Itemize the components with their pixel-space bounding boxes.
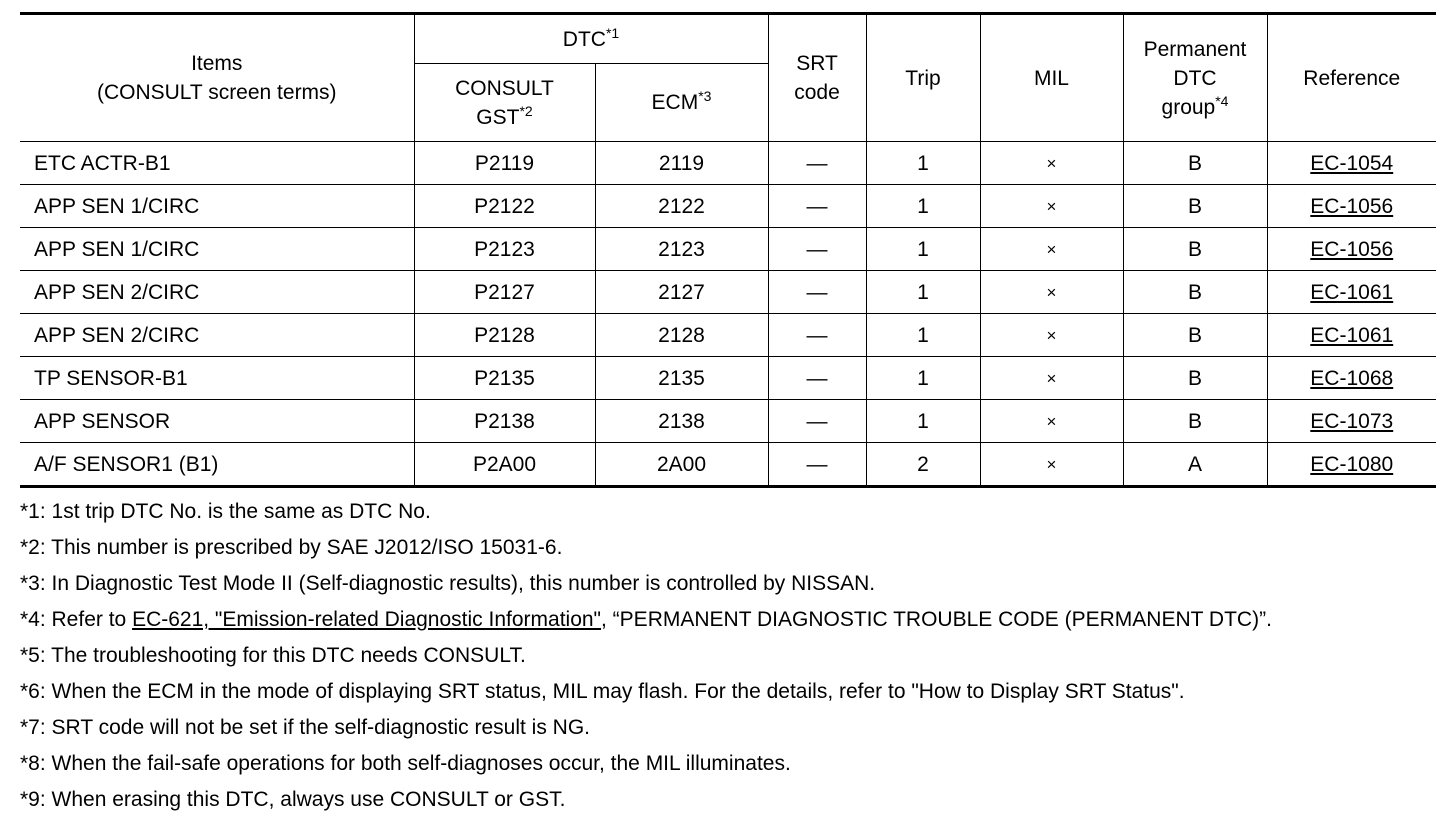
mil-cell: × [980, 142, 1123, 185]
trip-cell: 1 [866, 400, 980, 443]
gst-code-cell: P2119 [414, 142, 595, 185]
permanent-group-cell: B [1123, 142, 1267, 185]
mil-cell: × [980, 271, 1123, 314]
header-gst-label: GST [476, 105, 520, 129]
trip-cell: 2 [866, 443, 980, 487]
table-row [20, 185, 1436, 228]
srt-code-cell: — [768, 185, 866, 228]
ecm-code-cell: 2127 [595, 271, 768, 314]
mil-cell: × [980, 443, 1123, 487]
trip-cell: 1 [866, 185, 980, 228]
header-ecm-footnote: *3 [698, 88, 712, 104]
header-perm-line3: group [1161, 95, 1216, 119]
header-ecm-label: ECM [651, 91, 699, 114]
permanent-group-cell: B [1123, 357, 1267, 400]
srt-code-cell: — [768, 314, 866, 357]
ecm-code-cell: 2119 [595, 142, 768, 185]
mil-cell: × [980, 185, 1123, 228]
srt-code-cell: — [768, 400, 866, 443]
item-cell: APP SEN 2/CIRC [20, 314, 414, 357]
header-gst-footnote: *2 [519, 102, 533, 119]
footnote-1: *1: 1st trip DTC No. is the same as DTC No. [20, 500, 431, 523]
trip-cell: 1 [866, 271, 980, 314]
permanent-group-cell: B [1123, 228, 1267, 271]
reference-link[interactable]: EC-1068 [1267, 357, 1436, 400]
item-cell: ETC ACTR-B1 [20, 142, 414, 185]
document [20, 12, 1436, 818]
ecm-code-cell: 2138 [595, 400, 768, 443]
footnote-4 [20, 602, 1436, 638]
srt-code-cell: — [768, 228, 866, 271]
header-dtc-label: DTC [562, 27, 606, 51]
header-perm-line2: DTC [1173, 66, 1217, 90]
ecm-code-cell: 2122 [595, 185, 768, 228]
permanent-group-cell: B [1123, 185, 1267, 228]
reference-link[interactable]: EC-1080 [1267, 443, 1436, 487]
trip-cell: 1 [866, 314, 980, 357]
gst-code-cell: P2138 [414, 400, 595, 443]
item-cell: APP SEN 2/CIRC [20, 271, 414, 314]
header-ecm [595, 64, 768, 142]
footnote-4-suffix: , “PERMANENT DIAGNOSTIC TROUBLE CODE (PERMANENT DTC)”. [601, 608, 1272, 631]
permanent-group-cell: A [1123, 443, 1267, 487]
reference-link[interactable]: EC-1061 [1267, 271, 1436, 314]
table-row [20, 271, 1436, 314]
reference-link[interactable]: EC-1056 [1267, 185, 1436, 228]
ecm-code-cell: 2123 [595, 228, 768, 271]
header-perm-footnote: *4 [1215, 92, 1229, 109]
permanent-group-cell: B [1123, 271, 1267, 314]
footnote-6: *6: When the ECM in the mode of displaying SRT status, MIL may flash. For the details, refer to "How to Display SRT Status". [20, 680, 1185, 703]
header-srt [768, 14, 866, 142]
permanent-group-cell: B [1123, 314, 1267, 357]
header-row-1 [20, 14, 1436, 64]
srt-code-cell: — [768, 142, 866, 185]
header-trip: Trip [866, 14, 980, 142]
item-cell: APP SEN 1/CIRC [20, 228, 414, 271]
table-row [20, 228, 1436, 271]
footnote-2: *2: This number is prescribed by SAE J2012/ISO 15031-6. [20, 536, 563, 559]
trip-cell: 1 [866, 228, 980, 271]
footnote-5: *5: The troubleshooting for this DTC needs CONSULT. [20, 644, 526, 667]
gst-code-cell: P2128 [414, 314, 595, 357]
gst-code-cell: P2123 [414, 228, 595, 271]
table-row [20, 314, 1436, 357]
header-consult-gst [414, 64, 595, 142]
header-srt-line1: SRT [796, 52, 838, 75]
header-perm-line1: Permanent [1143, 37, 1247, 61]
reference-link[interactable]: EC-1061 [1267, 314, 1436, 357]
header-items [20, 14, 414, 142]
ecm-code-cell: 2A00 [595, 443, 768, 487]
footnote-4-prefix: *4: Refer to [20, 608, 133, 631]
footnote-3: *3: In Diagnostic Test Mode II (Self-diagnostic results), this number is controlled by NISSAN. [20, 572, 876, 595]
header-permanent-group [1123, 14, 1267, 142]
permanent-group-cell: B [1123, 400, 1267, 443]
mil-cell: × [980, 314, 1123, 357]
gst-code-cell: P2135 [414, 357, 595, 400]
header-consult-label: CONSULT [455, 76, 554, 100]
item-cell: TP SENSOR-B1 [20, 357, 414, 400]
header-srt-line2: code [794, 81, 840, 104]
header-items-label: Items [191, 52, 243, 75]
header-dtc-footnote: *1 [605, 24, 620, 41]
table-row [20, 142, 1436, 185]
reference-link[interactable]: EC-1054 [1267, 142, 1436, 185]
ecm-code-cell: 2135 [595, 357, 768, 400]
trip-cell: 1 [866, 142, 980, 185]
header-mil: MIL [980, 14, 1123, 142]
header-reference: Reference [1267, 14, 1436, 142]
gst-code-cell: P2122 [414, 185, 595, 228]
trip-cell: 1 [866, 357, 980, 400]
reference-link[interactable]: EC-1073 [1267, 400, 1436, 443]
srt-code-cell: — [768, 357, 866, 400]
mil-cell: × [980, 400, 1123, 443]
footnotes [20, 494, 1436, 818]
footnote-9: *9: When erasing this DTC, always use CONSULT or GST. [20, 788, 566, 811]
footnote-7: *7: SRT code will not be set if the self-diagnostic result is NG. [20, 716, 590, 739]
gst-code-cell: P2A00 [414, 443, 595, 487]
mil-cell: × [980, 228, 1123, 271]
table-row [20, 400, 1436, 443]
table-row [20, 357, 1436, 400]
item-cell: A/F SENSOR1 (B1) [20, 443, 414, 487]
footnote-8: *8: When the fail-safe operations for both self-diagnoses occur, the MIL illuminates. [20, 752, 791, 775]
header-dtc [414, 14, 768, 64]
item-cell: APP SEN 1/CIRC [20, 185, 414, 228]
header-items-sub: (CONSULT screen terms) [96, 81, 337, 104]
gst-code-cell: P2127 [414, 271, 595, 314]
srt-code-cell: — [768, 271, 866, 314]
dtc-table [20, 12, 1436, 488]
item-cell: APP SENSOR [20, 400, 414, 443]
srt-code-cell: — [768, 443, 866, 487]
ecm-code-cell: 2128 [595, 314, 768, 357]
reference-link[interactable]: EC-1056 [1267, 228, 1436, 271]
emission-info-link[interactable]: EC-621, "Emission-related Diagnostic Information" [132, 608, 602, 631]
table-row [20, 443, 1436, 487]
mil-cell: × [980, 357, 1123, 400]
